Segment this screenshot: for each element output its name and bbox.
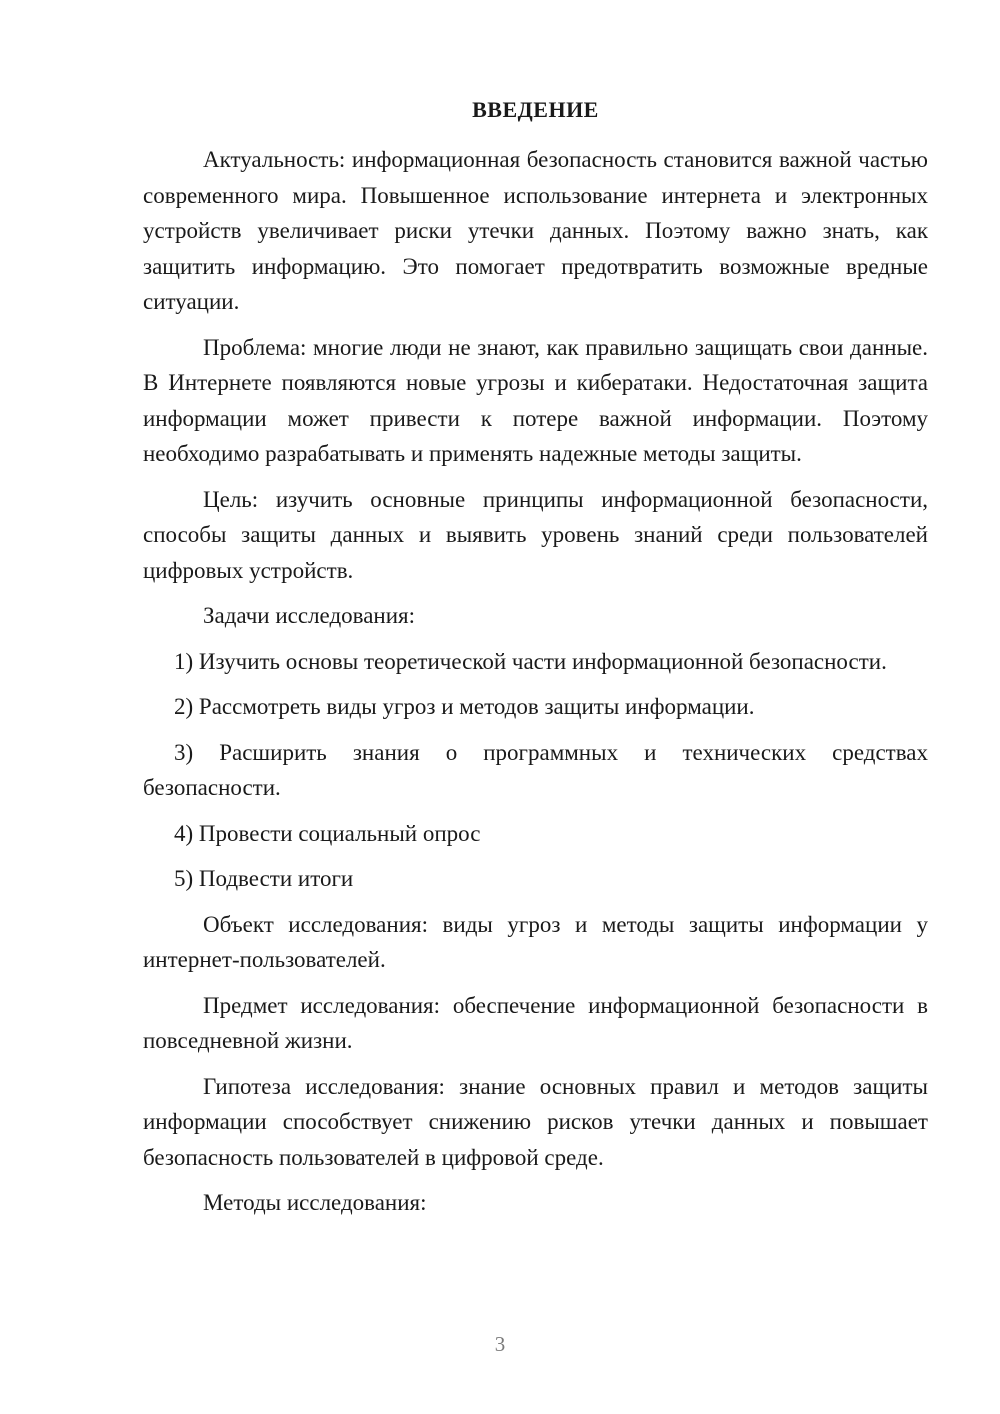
- task-item-3: 3) Расширить знания о программных и технических средствах безопасности.: [143, 739, 928, 800]
- paragraph-object: Объект исследования: виды угроз и методы защиты информации у интернет-пользователей.: [143, 911, 928, 972]
- paragraph-hypothesis: Гипотеза исследования: знание основных правил и методов защиты информации способствует снижению рисков утечки данных и повышает безопасность пользователей в цифровой среде.: [143, 1073, 928, 1170]
- task-item-1: 1) Изучить основы теоретической части информационной безопасности.: [174, 648, 887, 674]
- page-number: 3: [494, 1332, 506, 1356]
- paragraph-problem: Проблема: многие люди не знают, как правильно защищать свои данные. В Интернете появляются новые угрозы и кибератаки. Недостаточная защита информации может привести к потере важной информации. Поэтому необходимо разрабатывать и применять надежные методы защиты.: [143, 334, 928, 466]
- paragraph-subject: Предмет исследования: обеспечение информационной безопасности в повседневной жизни.: [143, 992, 928, 1053]
- task-item-4: 4) Провести социальный опрос: [174, 820, 481, 846]
- task-item-2: 2) Рассмотреть виды угроз и методов защиты информации.: [174, 694, 755, 719]
- task-item-5: 5) Подвести итоги: [174, 866, 354, 891]
- page-content: [143, 94, 928, 1231]
- methods-heading: Методы исследования:: [203, 1190, 427, 1215]
- tasks-heading: Задачи исследования:: [203, 603, 416, 628]
- paragraph-goal: Цель: изучить основные принципы информационной безопасности, способы защиты данных и выявить уровень знаний среди пользователей цифровых устройств.: [143, 486, 928, 583]
- page-title: ВВЕДЕНИЕ: [472, 97, 599, 122]
- paragraph-relevance: Актуальность: информационная безопасность становится важной частью современного мира. Повышенное использование интернета и электронных устройств увеличивает риски утечки данных. Поэтому важно знать, как защитить информацию. Это помогает предотвратить возможные вредные ситуации.: [143, 147, 928, 314]
